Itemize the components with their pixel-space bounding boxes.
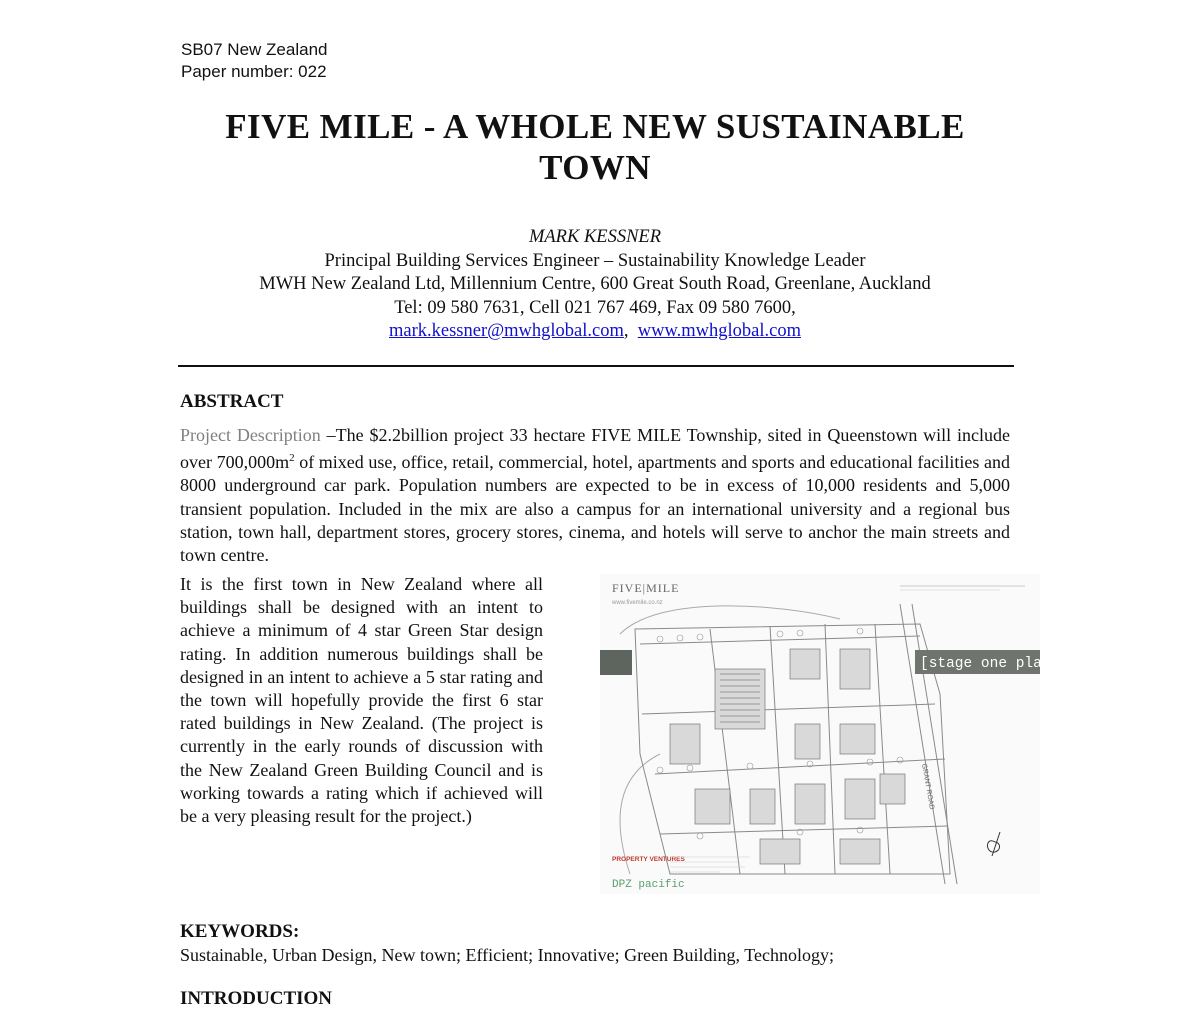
author-name: MARK KESSNER (528, 227, 662, 247)
author-role: Principal Building Services Engineer – Sustainability Knowledge Leader (324, 250, 866, 271)
email-separator: , (623, 321, 629, 341)
author-address: MWH New Zealand Ltd, Millennium Centre, 600 Great South Road, Greenlane, Auckland (259, 274, 931, 294)
conference-header (181, 39, 327, 83)
keywords-heading: KEYWORDS: (180, 921, 300, 942)
stage-swatch (600, 650, 632, 675)
keywords-text: Sustainable, Urban Design, New town; Efficient; Innovative; Green Building, Technology; (180, 945, 834, 965)
paper-number: Paper number: 022 (181, 62, 327, 81)
site-url: www.fivemile.co.nz (612, 600, 663, 606)
stage-one-plan-figure (600, 574, 1060, 894)
website-link[interactable]: www.mwhglobal.com (637, 321, 801, 341)
green-star-paragraph: It is the first town in New Zealand where all buildings shall be designed with an intent to achieve a minimum of 4 star Green Star design rating. In addition numerous buildings shall be designed in an intent to achieve a 5 star rating and the town will hopefully provide the first 6 star rated buildings in New Zealand. (The project is currently in the early rounds of discussion with the New Zealand Green Building Council and is working towards a rating which if achieved will be a very pleasing result for the project.) (180, 574, 543, 827)
dpz-pacific-logo: DPZ pacific (612, 879, 685, 891)
introduction-heading: INTRODUCTION (180, 988, 333, 1009)
abstract-heading: ABSTRACT (180, 391, 284, 412)
email-link[interactable]: mark.kessner@mwhglobal.com (389, 321, 624, 341)
author-block (150, 226, 1040, 344)
paper-title (150, 106, 1040, 188)
fivemile-logo: FIVE|MILE (612, 581, 680, 595)
superscript-2: 2 (289, 452, 295, 465)
site-plan-drawing (600, 574, 1060, 894)
abstract-paragraph (180, 424, 1010, 567)
author-phone: Tel: 09 580 7631, Cell 021 767 469, Fax 09 580 7600, (394, 297, 796, 318)
title-line-1: FIVE MILE - A WHOLE NEW SUSTAINABLE (225, 107, 965, 146)
abstract-text-a: –The $2.2billion project 33 hectare FIVE MILE Township, sited in Queenstown will include over 700,000m (180, 425, 1010, 473)
project-description-label: Project Description (180, 425, 321, 445)
grant-road-label: GRANT ROAD (920, 763, 936, 811)
stage-one-plan-label: [stage one plan] (920, 656, 1060, 672)
conference-name: SB07 New Zealand (181, 40, 328, 59)
property-ventures-logo: PROPERTY VENTURES (612, 856, 685, 863)
header-divider (178, 365, 1014, 367)
title-line-2: TOWN (539, 148, 651, 187)
author-links (150, 320, 1040, 344)
abstract-text-b: of mixed use, office, retail, commercial, hotel, apartments and sports and educational facilities and 8000 underground car park. Population numbers are expected to be in excess of 10,000 residents and 5,000 transient population. Included in the mix are also a campus for an international university and a regional bus station, town hall, department stores, grocery stores, cinema, and hotels will serve to anchor the main streets and town centre. (180, 452, 1010, 566)
